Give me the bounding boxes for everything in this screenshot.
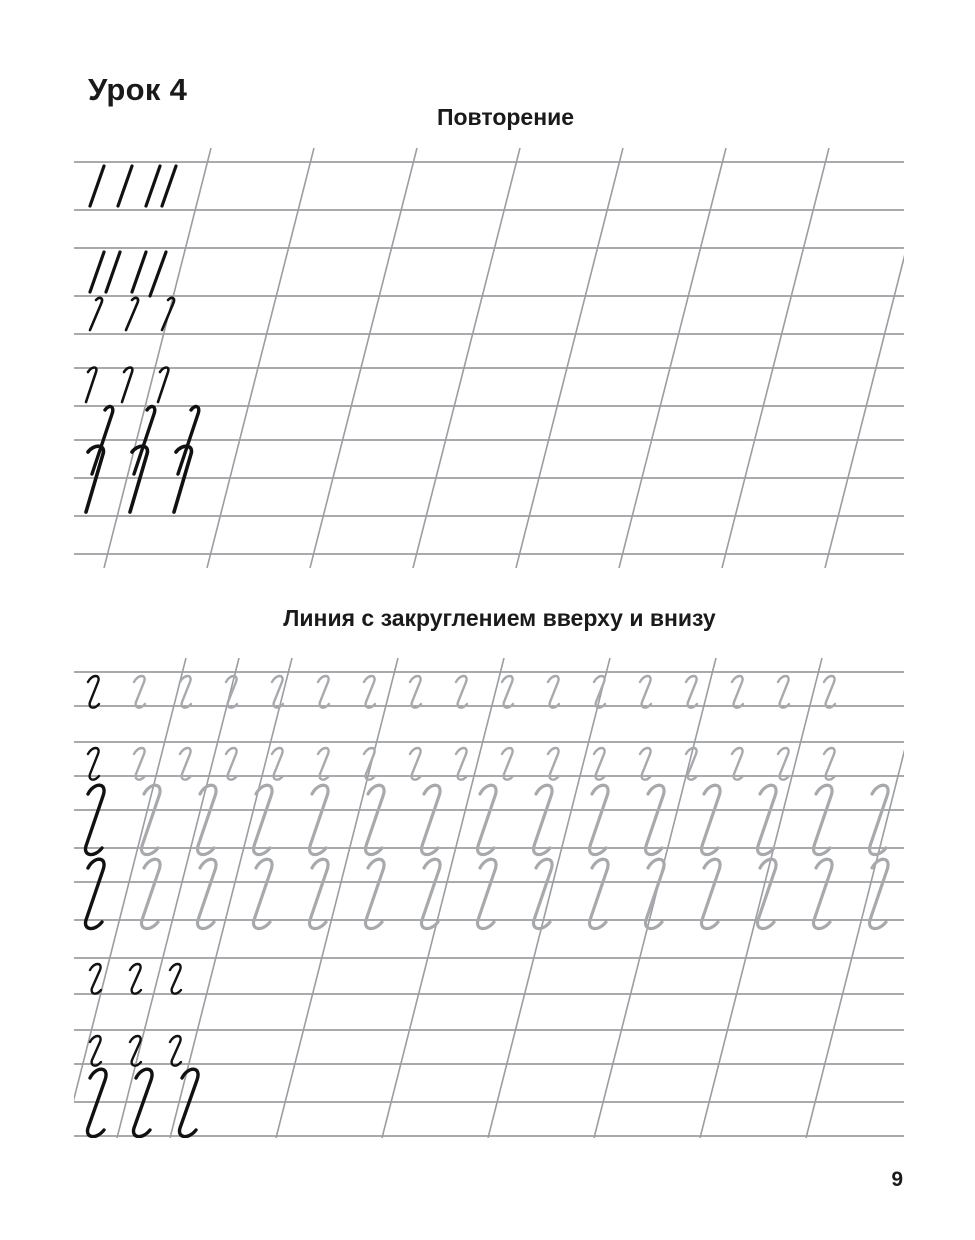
hook-top-row-1 [86,368,168,403]
ruled-grid-bottom [74,658,904,1138]
horizontal-ruling-top [74,162,904,554]
section-heading-repetition: Повторение [436,104,575,130]
practice-block-line-curve [74,658,904,1138]
curve-both-small-row-1 [88,676,835,708]
slanted-short-strokes-row-1 [90,166,176,206]
practice-block-repetition [74,148,904,568]
curve-both-small-practice-row-2 [90,1036,181,1066]
slanted-short-strokes-row-2 [90,252,166,296]
ruled-grid-top [74,148,904,568]
horizontal-ruling-bottom [74,672,904,1136]
curve-both-tall-row-1 [85,785,888,854]
curve-both-tall-practice-row [87,1069,198,1136]
section-heading-line-curve: Линия с закруглением вверху и внизу [283,605,716,631]
lesson-title: Урок 4 [88,72,188,107]
hook-bottom-row-1 [90,298,174,330]
slant-ruling-bottom [74,658,904,1138]
curve-both-small-row-2 [88,748,835,780]
slant-ruling-top [104,148,904,568]
page-number: 9 [891,1168,903,1191]
